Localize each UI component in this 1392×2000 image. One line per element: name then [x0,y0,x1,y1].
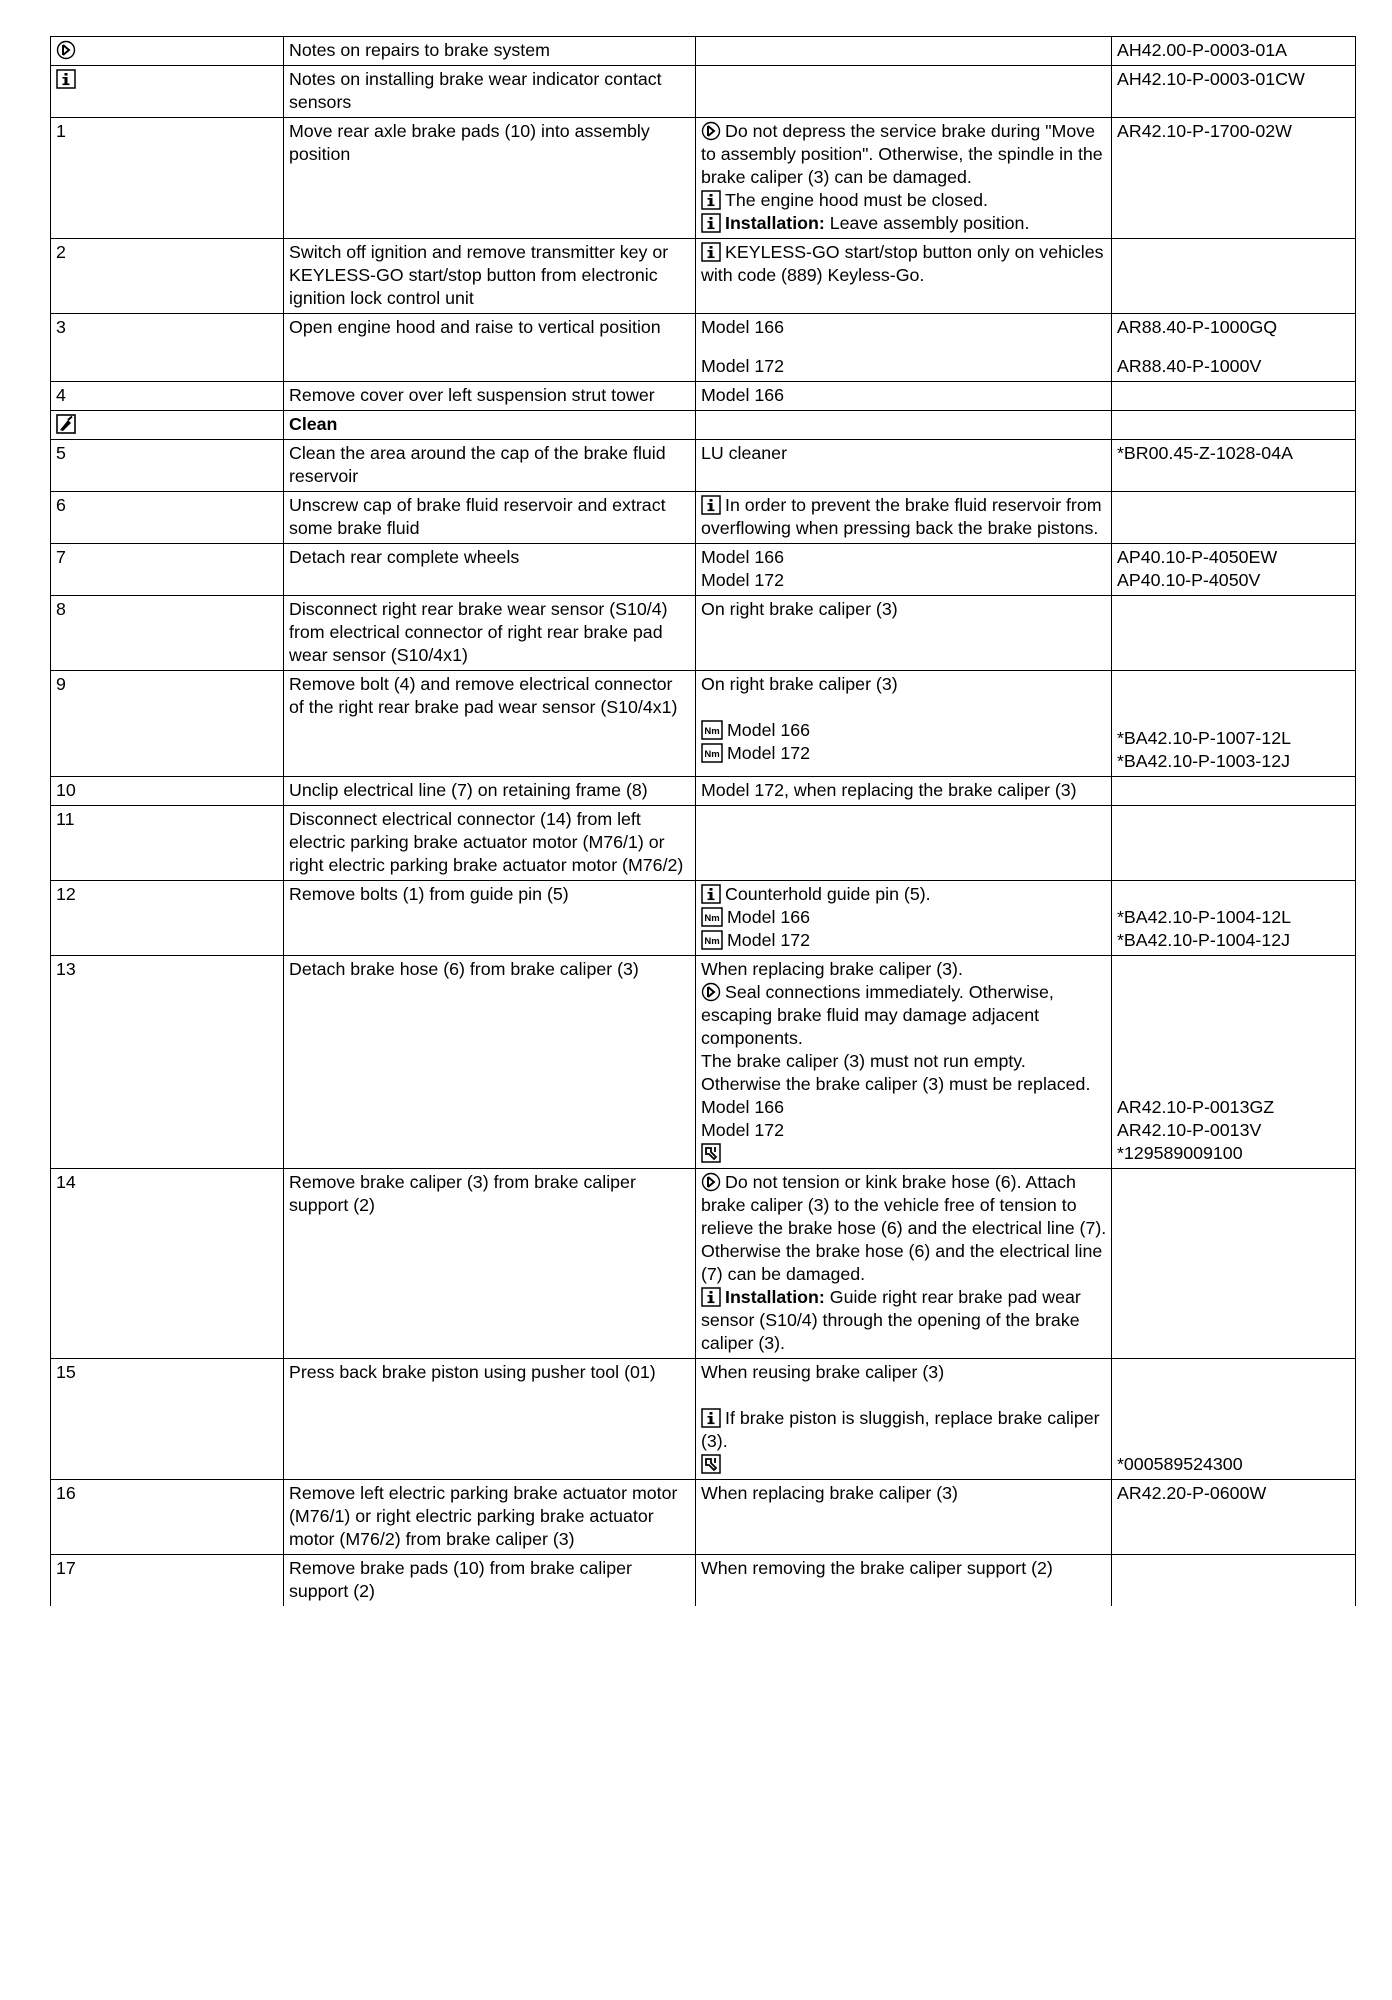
note: Model 166 [701,1097,785,1117]
note: Nm Model 172 [701,742,1107,765]
reference-cell [1112,1359,1356,1480]
step-cell: 4 [51,382,284,411]
note: Nm Model 166 [701,719,1107,742]
torque-icon [701,743,723,763]
description-cell [284,66,696,118]
reference-cell [1112,382,1356,411]
step-description: Detach brake hose (6) from brake caliper (3) [289,959,639,979]
notes-cell [696,777,1112,806]
note: Installation: Guide right rear brake pad wear sensor (S10/4) through the opening of the brake caliper (3). [701,1287,1081,1353]
notes-cell [696,239,1112,314]
table-row [51,492,1356,544]
description-cell [284,411,696,440]
note: When replacing brake caliper (3). [701,959,963,979]
note: Model 172 [701,1120,785,1140]
note: Seal connections immediately. Otherwise, escaping brake fluid may damage adjacent components. [701,982,1054,1048]
info-icon [701,495,721,515]
reference-cell [1112,239,1356,314]
step-description: Switch off ignition and remove transmitter key or KEYLESS-GO start/stop button from electronic ignition lock control unit [289,242,669,308]
note: Installation: Leave assembly position. [701,212,1107,235]
description-cell [284,671,696,777]
reference-link[interactable]: *000589524300 [1117,1454,1243,1474]
reference-cell [1112,37,1356,66]
step-cell: 5 [51,440,284,492]
reference-cell [1112,671,1356,777]
reference-link[interactable]: *BA42.10-P-1003-12J [1117,751,1290,771]
reference-cell [1112,1169,1356,1359]
step-cell: 7 [51,544,284,596]
reference-link[interactable]: *BA42.10-P-1007-12L [1117,728,1291,748]
note: LU cleaner [701,443,787,463]
step-cell: 8 [51,596,284,671]
step-cell: 11 [51,806,284,881]
reference-link[interactable]: *BR00.45-Z-1028-04A [1117,443,1293,463]
reference-link[interactable]: AR42.10-P-1700-02W [1117,121,1292,141]
reference-link[interactable]: AP40.10-P-4050EW [1117,547,1278,567]
reference-cell [1112,806,1356,881]
step-cell [51,66,284,118]
step-description: Press back brake piston using pusher tool (01) [289,1362,656,1382]
table-row [51,956,1356,1169]
note: Model 172 [701,570,785,590]
step-cell: 12 [51,881,284,956]
table-row [51,66,1356,118]
table-row [51,544,1356,596]
step-cell: 10 [51,777,284,806]
step-cell: 14 [51,1169,284,1359]
info-icon [701,884,721,904]
table-row [51,671,1356,777]
reference-cell [1112,411,1356,440]
reference-cell [1112,66,1356,118]
note: Nm Model 166 [701,906,1107,929]
table-row [51,777,1356,806]
table-row [51,1169,1356,1359]
note [701,1453,1107,1476]
step-description: Notes on repairs to brake system [289,40,550,60]
description-cell [284,492,696,544]
reference-link[interactable]: AR88.40-P-1000V [1117,356,1262,376]
step-description: Notes on installing brake wear indicator contact sensors [289,69,662,112]
notes-cell [696,881,1112,956]
table-row [51,314,1356,382]
step-description: Remove cover over left suspension strut tower [289,385,655,405]
svg-text:Nm: Nm [704,913,720,924]
description-cell [284,382,696,411]
description-cell [284,314,696,382]
reference-link[interactable]: AP40.10-P-4050V [1117,570,1261,590]
step-cell [51,411,284,440]
warning-icon [701,121,721,141]
notes-cell [696,382,1112,411]
svg-text:Nm: Nm [704,749,720,760]
step-description: Remove bolt (4) and remove electrical connector of the right rear brake pad wear sensor (S10/4x1) [289,674,678,717]
table-row [51,411,1356,440]
notes-cell [696,956,1112,1169]
step-description: Remove bolts (1) from guide pin (5) [289,884,569,904]
step-description: Unclip electrical line (7) on retaining frame (8) [289,780,648,800]
reference-cell [1112,1480,1356,1555]
reference-cell [1112,118,1356,239]
warning-icon [701,982,721,1002]
description-cell [284,118,696,239]
step-description: Unscrew cap of brake fluid reservoir and extract some brake fluid [289,495,666,538]
step-description: Remove left electric parking brake actuator motor (M76/1) or right electric parking brake actuator motor (M76/2) from brake caliper (3) [289,1483,678,1549]
note: When reusing brake caliper (3) [701,1362,945,1382]
notes-cell [696,596,1112,671]
notes-cell [696,1480,1112,1555]
description-cell [284,806,696,881]
note: Model 166 [701,385,785,405]
step-cell: 6 [51,492,284,544]
svg-text:Nm: Nm [704,936,720,947]
reference-link[interactable]: AR88.40-P-1000GQ [1117,317,1278,337]
reference-link[interactable]: *129589009100 [1117,1143,1243,1163]
info-icon [701,213,721,233]
description-cell [284,37,696,66]
notes-cell [696,1169,1112,1359]
info-icon [701,1408,721,1428]
reference-link[interactable]: AH42.10-P-0003-01CW [1117,69,1305,89]
info-icon [701,1287,721,1307]
reference-cell [1112,956,1356,1169]
table-row [51,1359,1356,1480]
note: Do not tension or kink brake hose (6). Attach brake caliper (3) to the vehicle free of tension to relieve the brake hose (6) and the electrical line (7). Otherwise the brake hose (6) and the electrical line (7) can be damaged. [701,1172,1107,1284]
step-cell: 13 [51,956,284,1169]
reference-link[interactable]: AR42.20-P-0600W [1117,1483,1267,1503]
notes-cell [696,118,1112,239]
step-cell [51,37,284,66]
step-cell: 16 [51,1480,284,1555]
tool-icon [701,1454,721,1474]
reference-link[interactable]: AR42.10-P-0013V [1117,1120,1262,1140]
notes-cell [696,314,1112,382]
notes-cell [696,66,1112,118]
notes-cell [696,671,1112,777]
table-row [51,1480,1356,1555]
step-description: Disconnect right rear brake wear sensor (S10/4) from electrical connector of right rear brake pad wear sensor (S10/4x1) [289,599,668,665]
info-icon [701,242,721,262]
torque-icon [701,720,723,740]
clean-icon [56,414,76,434]
step-cell: 17 [51,1555,284,1607]
description-cell [284,544,696,596]
step-cell: 3 [51,314,284,382]
svg-text:Nm: Nm [704,726,720,737]
reference-cell [1112,596,1356,671]
reference-cell [1112,777,1356,806]
description-cell [284,1359,696,1480]
reference-link[interactable]: AH42.00-P-0003-01A [1117,40,1288,60]
step-description: Remove brake pads (10) from brake caliper support (2) [289,1558,632,1601]
note: Model 172 [701,356,785,376]
step-cell: 1 [51,118,284,239]
torque-icon [701,907,723,927]
reference-cell [1112,440,1356,492]
notes-cell [696,806,1112,881]
table-row [51,440,1356,492]
step-cell: 9 [51,671,284,777]
notes-cell [696,544,1112,596]
note: When replacing brake caliper (3) [701,1483,958,1503]
description-cell [284,596,696,671]
step-description: Clean the area around the cap of the brake fluid reservoir [289,443,666,486]
table-row [51,382,1356,411]
notes-cell [696,440,1112,492]
note: Model 166 [701,547,785,567]
note: On right brake caliper (3) [701,674,898,694]
table-row [51,118,1356,239]
note: The engine hood must be closed. [701,189,1107,212]
note: When removing the brake caliper support (2) [701,1558,1053,1578]
info-icon [56,69,76,89]
step-description: Move rear axle brake pads (10) into assembly position [289,121,650,164]
notes-cell [696,1555,1112,1607]
note: Model 166 [701,317,785,337]
description-cell [284,1169,696,1359]
description-cell [284,1555,696,1607]
description-cell [284,777,696,806]
notes-cell [696,411,1112,440]
reference-cell [1112,492,1356,544]
description-cell [284,881,696,956]
step-description: Detach rear complete wheels [289,547,520,567]
note: Model 172, when replacing the brake caliper (3) [701,780,1077,800]
table-row [51,806,1356,881]
step-description: Disconnect electrical connector (14) from left electric parking brake actuator motor (M76/1) or right electric parking brake actuator motor (M76/2) [289,809,684,875]
table-row [51,1555,1356,1607]
torque-icon [701,930,723,950]
note: Counterhold guide pin (5). [701,883,1107,906]
step-cell: 2 [51,239,284,314]
reference-cell [1112,314,1356,382]
description-cell [284,440,696,492]
table-row [51,239,1356,314]
reference-link[interactable]: *BA42.10-P-1004-12J [1117,930,1290,950]
tool-icon [701,1143,721,1163]
note: The brake caliper (3) must not run empty. Otherwise the brake caliper (3) must be replaced. [701,1051,1091,1094]
description-cell [284,1480,696,1555]
note: Nm Model 172 [701,929,1107,952]
step-cell: 15 [51,1359,284,1480]
reference-cell [1112,544,1356,596]
reference-link[interactable]: AR42.10-P-0013GZ [1117,1097,1275,1117]
table-row [51,881,1356,956]
note [701,1142,1107,1165]
note: If brake piston is sluggish, replace brake caliper (3). [701,1408,1100,1451]
step-description: Remove brake caliper (3) from brake caliper support (2) [289,1172,636,1215]
note: In order to prevent the brake fluid reservoir from overflowing when pressing back the brake pistons. [701,495,1102,538]
note: KEYLESS-GO start/stop button only on vehicles with code (889) Keyless-Go. [701,242,1104,285]
info-icon [701,190,721,210]
reference-cell [1112,881,1356,956]
warning-icon [56,40,76,60]
table-row [51,596,1356,671]
reference-link[interactable]: *BA42.10-P-1004-12L [1117,907,1291,927]
note: Do not depress the service brake during "Move to assembly position". Otherwise, the spindle in the brake caliper (3) can be damaged. [701,121,1103,187]
notes-cell [696,37,1112,66]
description-cell [284,956,696,1169]
note: On right brake caliper (3) [701,599,898,619]
warning-icon [701,1172,721,1192]
notes-cell [696,1359,1112,1480]
section-title: Clean [289,414,338,434]
reference-cell [1112,1555,1356,1607]
step-description: Open engine hood and raise to vertical position [289,317,661,337]
table-row [51,37,1356,66]
description-cell [284,239,696,314]
notes-cell [696,492,1112,544]
procedure-table [50,36,1356,1606]
